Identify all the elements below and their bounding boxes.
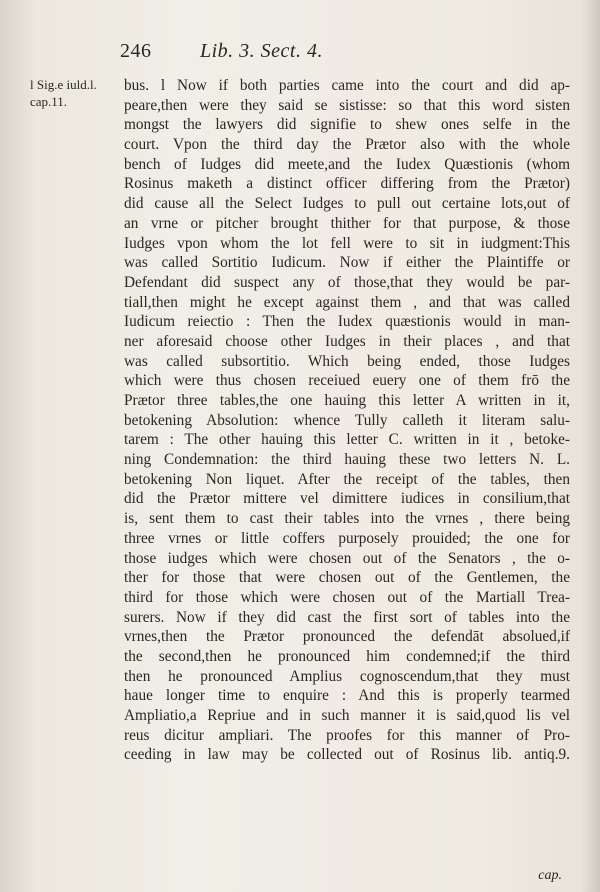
text-line: Prætor three tables,the one hauing this letter A written in it, <box>124 392 570 409</box>
text-line: surers. Now if they did cast the first sort of tables into the <box>124 608 570 626</box>
marginal-note-line: cap.11. <box>30 94 68 109</box>
text-line: betokening Absolution: whence Tully calleth it literam salu- <box>124 411 570 429</box>
text-line: bus. l Now if both parties came into the court and did ap- <box>124 77 570 94</box>
text-line: haue longer time to enquire : And this is properly tearmed <box>124 687 570 705</box>
marginal-note <box>30 76 115 110</box>
catchword: cap. <box>538 868 562 883</box>
text-line: three vrnes or little coffers purposely prouided; the one for <box>124 529 570 547</box>
text-line: Ampliatio,a Repriue and in such manner it is said,quod lis vel <box>124 707 570 724</box>
text-line: was called Sortitio Iudicum. Now if either the Plaintiffe or <box>124 254 570 272</box>
text-line: was called subsortitio. Which being ended, those Iudges <box>124 352 570 370</box>
text-line: which were thus chosen receiued euery one of them frō the <box>124 372 570 390</box>
running-title: Lib. 3. Sect. 4. <box>200 40 323 62</box>
text-line: an vrne or pitcher brought thither for that purpose, & those <box>124 214 570 232</box>
text-line: is, sent them to cast their tables into the vrnes , there being <box>124 510 570 528</box>
text-line: those iudges which were chosen out of the Senators , the o- <box>124 549 570 567</box>
text-line: tiall,then might he except against them , and that was called <box>124 293 570 311</box>
text-line: then he pronounced Amplius cognoscendum,that they must <box>124 667 570 685</box>
text-line: ceeding in law may be collected out of Rosinus lib. antiq.9. <box>124 746 570 764</box>
text-line: ner aforesaid choose other Iudges in their places , and that <box>124 332 570 350</box>
text-line: mongst the lawyers did signifie to shew ones selfe in the <box>124 116 570 134</box>
text-line: Defendant did suspect any of those,that they would be par- <box>124 273 570 291</box>
text-line: third for those which were chosen out of the Martiall Trea- <box>124 588 570 606</box>
text-line: the second,then he pronounced him condemned;if the third <box>124 647 570 665</box>
text-line: ther for those that were chosen out of the Gentlemen, the <box>124 569 570 587</box>
marginal-note-line: l Sig.e iuld.l. <box>30 77 97 92</box>
text-line: Rosinus maketh a distinct officer differing from the Prætor) <box>124 175 570 193</box>
text-line: bench of Iudges did meete,and the Iudex Quæstionis (whom <box>124 155 570 173</box>
text-line: vrnes,then the Prætor pronounced the defendāt absolued,if <box>124 628 570 646</box>
text-line: Iudges vpon whom the lot fell were to sit in iudgment:This <box>124 234 570 252</box>
text-line: did the Prætor mittere vel dimittere iudices in consilium,that <box>124 490 570 508</box>
text-line: reus dicitur ampliari. The proofes for this manner of Pro- <box>124 726 570 744</box>
text-line: ning Condemnation: the third hauing these two letters N. L. <box>124 451 570 469</box>
text-line: tarem : The other hauing this letter C. written in it , betoke- <box>124 431 570 449</box>
text-line: court. Vpon the third day the Prætor also with the whole <box>124 136 570 154</box>
body-text <box>124 76 570 765</box>
text-line: did cause all the Select Iudges to pull out certaine lots,out of <box>124 195 570 213</box>
text-line: betokening Non liquet. After the receipt of the tables, then <box>124 470 570 488</box>
page-header <box>120 40 560 66</box>
page-edge-shadow <box>582 0 600 892</box>
folio-number: 246 <box>120 40 152 62</box>
text-line: Iudicum reiectio : Then the Iudex quæstionis would in man- <box>124 313 570 331</box>
text-line: peare,then were they said se sistisse: so that this word sisten <box>124 96 570 114</box>
